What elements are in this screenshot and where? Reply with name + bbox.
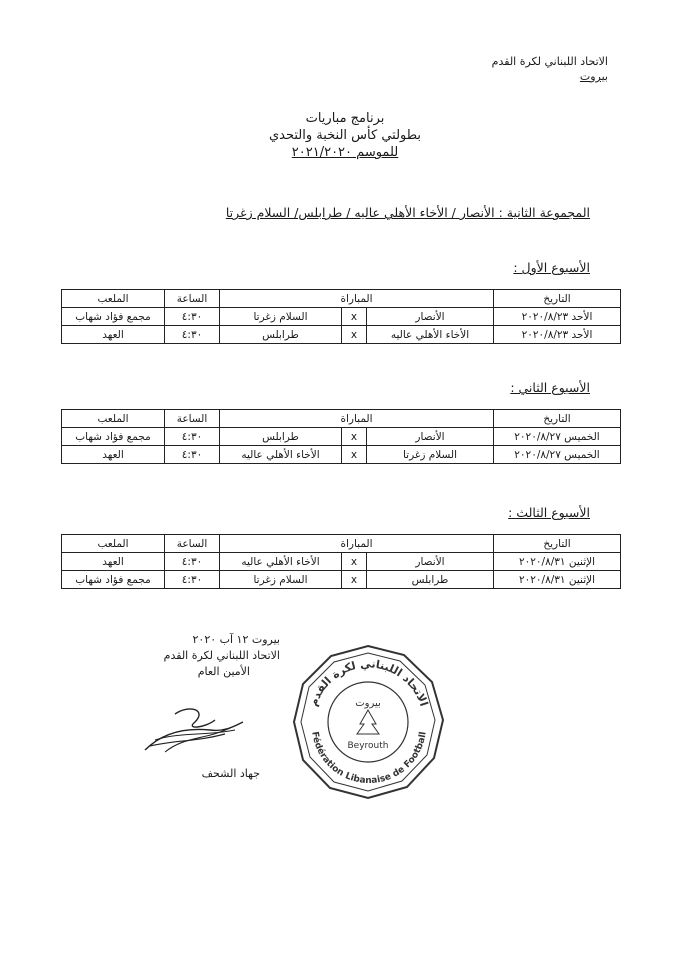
table-row [62, 553, 621, 571]
cell-team1: الأنصار [367, 308, 494, 326]
cell-team1: السلام زغرتا [367, 446, 494, 464]
col-date: التاريخ [494, 290, 621, 308]
cell-team2: طرابلس [220, 326, 342, 344]
cell-time: ٤:٣٠ [165, 326, 220, 344]
cell-venue: العهد [62, 553, 165, 571]
col-match: المباراة [220, 290, 494, 308]
federation-header [492, 54, 608, 84]
table-row [62, 428, 621, 446]
cell-date: الإثنين ٢٠٢٠/٨/٣١ [494, 571, 621, 589]
cell-vs: x [342, 446, 367, 464]
col-venue: الملعب [62, 535, 165, 553]
cell-time: ٤:٣٠ [165, 446, 220, 464]
title-line2: بطولتي كأس النخبة والتحدي [268, 128, 422, 143]
signature-place-date: بيروت ١٢ آب ٢٠٢٠ [192, 633, 280, 646]
signature-role: الأمين العام [197, 665, 250, 678]
table-row [62, 571, 621, 589]
cell-team1: طرابلس [367, 571, 494, 589]
week2-title: الأسبوع الثاني : [510, 380, 590, 395]
cell-time: ٤:٣٠ [165, 553, 220, 571]
federation-seal-icon [286, 640, 451, 805]
cell-team2: الأخاء الأهلي عاليه [220, 553, 342, 571]
federation-city: بيروت [579, 70, 608, 83]
table-row [62, 446, 621, 464]
cell-date: الأحد ٢٠٢٠/٨/٢٣ [494, 326, 621, 344]
col-time: الساعة [165, 290, 220, 308]
col-venue: الملعب [62, 410, 165, 428]
cell-venue: العهد [62, 446, 165, 464]
cell-time: ٤:٣٠ [165, 428, 220, 446]
col-time: الساعة [165, 410, 220, 428]
cell-date: الأحد ٢٠٢٠/٨/٢٣ [494, 308, 621, 326]
cell-date: الإثنين ٢٠٢٠/٨/٣١ [494, 553, 621, 571]
week3-table [61, 534, 621, 589]
svg-text:الاتحاد اللبناني لكرة القدم: الاتحاد اللبناني لكرة القدم [306, 657, 431, 708]
cell-team2: الأخاء الأهلي عاليه [220, 446, 342, 464]
cell-vs: x [342, 308, 367, 326]
col-match: المباراة [220, 535, 494, 553]
cell-team2: السلام زغرتا [220, 308, 342, 326]
cell-team2: طرابلس [220, 428, 342, 446]
cell-vs: x [342, 571, 367, 589]
week1-title: الأسبوع الأول : [513, 260, 590, 275]
cell-team1: الأنصار [367, 428, 494, 446]
cell-venue: مجمع فؤاد شهاب [62, 428, 165, 446]
table-row [62, 326, 621, 344]
federation-name: الاتحاد اللبناني لكرة القدم [491, 55, 608, 68]
col-venue: الملعب [62, 290, 165, 308]
col-match: المباراة [220, 410, 494, 428]
table-row [62, 308, 621, 326]
cell-vs: x [342, 428, 367, 446]
cell-team2: السلام زغرتا [220, 571, 342, 589]
svg-text:بيروت: بيروت [355, 698, 381, 709]
signature-name: جهاد الشحف [201, 767, 260, 780]
document-title [230, 110, 460, 161]
signature-org: الاتحاد اللبناني لكرة القدم [163, 649, 280, 662]
cell-vs: x [342, 553, 367, 571]
cell-venue: العهد [62, 326, 165, 344]
col-time: الساعة [165, 535, 220, 553]
cell-time: ٤:٣٠ [165, 571, 220, 589]
cell-venue: مجمع فؤاد شهاب [62, 308, 165, 326]
table-header-row [62, 535, 621, 553]
group-heading: المجموعة الثانية : الأنصار / الأخاء الأهلي عاليه / طرابلس/ السلام زغرتا [225, 205, 590, 220]
svg-text:Beyrouth: Beyrouth [347, 741, 389, 751]
svg-text:Fédération Libanaise de Footba: Fédération Libanaise de Football [309, 730, 429, 787]
cell-team1: الأخاء الأهلي عاليه [367, 326, 494, 344]
cell-team1: الأنصار [367, 553, 494, 571]
week2-table [61, 409, 621, 464]
cell-date: الخميس ٢٠٢٠/٨/٢٧ [494, 428, 621, 446]
cell-date: الخميس ٢٠٢٠/٨/٢٧ [494, 446, 621, 464]
table-header-row [62, 410, 621, 428]
week1-table [61, 289, 621, 344]
col-date: التاريخ [494, 410, 621, 428]
table-header-row [62, 290, 621, 308]
week3-title: الأسبوع الثالث : [508, 505, 590, 520]
handwritten-signature-icon [135, 700, 250, 760]
cell-venue: مجمع فؤاد شهاب [62, 571, 165, 589]
cell-time: ٤:٣٠ [165, 308, 220, 326]
cell-vs: x [342, 326, 367, 344]
col-date: التاريخ [494, 535, 621, 553]
title-line1: برنامج مباريات [305, 111, 385, 126]
signature-block [164, 632, 280, 680]
title-season: للموسم ٢٠٢١/٢٠٢٠ [291, 145, 399, 160]
